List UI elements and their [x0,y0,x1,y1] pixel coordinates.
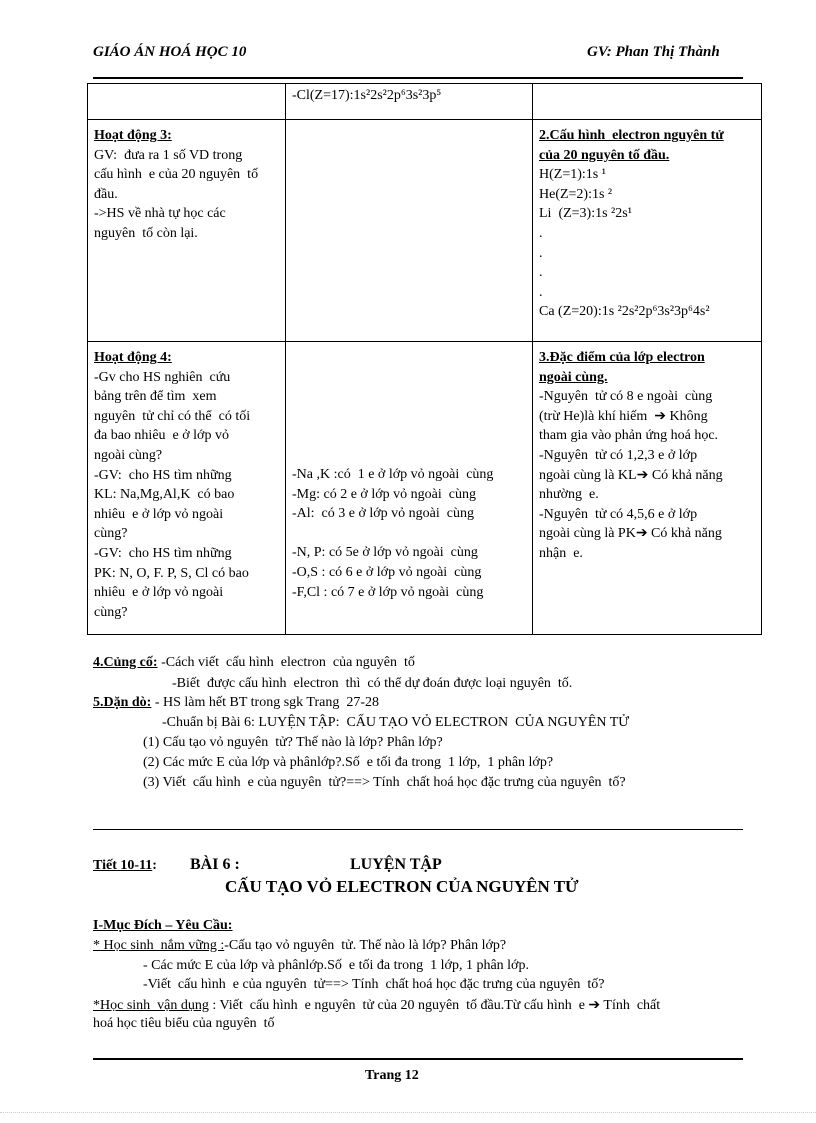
consolidation-text: -Cách viết cấu hình electron của nguyên tố [157,655,415,670]
objective-text: -Cấu tạo vỏ nguyên tử. Thế nào là lớp? Phân lớp? [224,938,507,953]
text-line: -Nguyên tử có 1,2,3 e ở lớp [539,447,698,463]
text-line: cùng? [94,526,128,542]
consolidation-line-2: -Biết được cấu hình electron thì có thể dự đoán được loại nguyên tố. [172,676,573,691]
text-line: GV: đưa ra 1 số VD trong [94,147,243,163]
lesson-subtitle: CẤU TẠO VỎ ELECTRON CỦA NGUYÊN TỬ [225,877,579,896]
question-2: (2) Các mức E của lớp và phânlớp?.Số e tối đa trong 1 lớp, 1 phân lớp? [143,755,554,770]
header-rule [93,77,743,79]
period-label: Tiết 10-11 [93,858,153,873]
lesson-number: BÀI 6 : [190,856,240,873]
text-line: nguyên tố còn lại. [94,225,198,241]
section-2-title: của 20 nguyên tố đầu. [539,147,670,163]
text-line: . [539,225,543,241]
text-line: ngoài cùng là PK➔ Có khả năng [539,526,722,542]
page-number: Trang 12 [365,1068,419,1083]
table-row [88,342,762,635]
homework-line-1 [93,695,379,711]
text-line: -Nguyên tử có 4,5,6 e ở lớp [539,506,698,522]
objectives-heading: I-Mục Đích – Yêu Cầu: [93,918,233,933]
text-line: -GV: cho HS tìm những [94,467,232,483]
text-line: nhường e. [539,487,599,503]
lesson-period [93,858,157,874]
objective-line-4 [93,997,660,1014]
objective-line-2: - Các mức E của lớp và phânlớp.Số e tối đa trong 1 lớp, 1 phân lớp. [143,958,529,973]
page-edge [0,1112,816,1113]
application-label: *Học sinh vận dụng [93,998,209,1013]
text-line: -GV: cho HS tìm những [94,545,232,561]
question-1: (1) Cấu tạo vỏ nguyên tử? Thế nào là lớp? Phân lớp? [143,735,443,750]
consolidation-label: 4.Củng cố: [93,655,158,670]
cell [88,342,286,635]
text-line: cùng? [94,604,128,620]
text-line: -Al: có 3 e ở lớp vỏ ngoài cùng [292,506,474,522]
text-line: nhận e. [539,545,583,561]
section-3-title: ngoài cùng. [539,369,608,385]
text-line: đa bao nhiêu e ở lớp vỏ [94,428,229,444]
text-line: nguyên tử chỉ có thể có tối [94,408,251,424]
text-line: ngoài cùng? [94,447,163,463]
text-line: cấu hình e của 20 nguyên tố [94,167,259,183]
objective-label: * Học sinh nắm vững : [93,938,225,953]
text-line: Li (Z=3):1s ²2s¹ [539,206,632,222]
text-line: PK: N, O, F. P, S, Cl có bao [94,565,249,581]
text-line: (trừ He)là khí hiếm ➔ Không [539,408,708,424]
objective-line-3: -Viết cấu hình e của nguyên tử==> Tính chất hoá học đặc trưng của nguyên tố? [143,977,605,992]
cell [533,120,762,342]
text-line: Ca (Z=20):1s ²2s²2p⁶3s²3p⁶4s² [539,304,710,320]
text-line: He(Z=2):1s ² [539,186,613,202]
text-line: nhiêu e ở lớp vỏ ngoài [94,585,224,601]
text-line: . [539,245,543,261]
homework-line-2: -Chuẩn bị Bài 6: LUYỆN TẬP: CẤU TẠO VỎ ELECTRON CỦA NGUYÊN TỬ [162,715,630,730]
cell [533,342,762,635]
header-right: GV: Phan Thị Thành [587,44,720,60]
text-line: ->HS về nhà tự học các [94,206,226,222]
table-row [88,120,762,342]
objective-line-1 [93,938,506,954]
text-line: -Nguyên tử có 8 e ngoài cùng [539,389,713,405]
cell [88,84,286,120]
section-divider [93,829,743,830]
cell [88,120,286,342]
text-line: -Gv cho HS nghiên cứu [94,369,231,385]
objective-line-5: hoá học tiêu biểu của nguyên tố [93,1016,275,1031]
cell [533,84,762,120]
section-2-title: 2.Cấu hình electron nguyên tử [539,128,724,143]
text-line: ngoài cùng là KL➔ Có khả năng [539,467,723,483]
text-line: -N, P: có 5e ở lớp vỏ ngoài cùng [292,545,478,561]
footer-rule [93,1058,743,1060]
cell [286,84,533,120]
homework-text: - HS làm hết BT trong sgk Trang 27-28 [151,695,379,710]
text-line: -Na ,K :có 1 e ở lớp vỏ ngoài cùng [292,467,494,482]
question-3: (3) Viết cấu hình e của nguyên tử?==> Tính chất hoá học đặc trưng của nguyên tố? [143,775,626,790]
period-colon: : [152,858,157,873]
text-line: -Mg: có 2 e ở lớp vỏ ngoài cùng [292,486,476,502]
text-line: . [539,284,543,300]
cell [286,120,533,342]
cl-config: -Cl(Z=17):1s²2s²2p⁶3s²3p⁵ [292,88,442,103]
text-line: đầu. [94,186,118,202]
text-line: -F,Cl : có 7 e ở lớp vỏ ngoài cùng [292,584,484,600]
text-line: tham gia vào phản ứng hoá học. [539,428,719,444]
activity-3-title: Hoạt động 3: [94,128,172,143]
text-line: nhiêu e ở lớp vỏ ngoài [94,506,224,522]
header-left: GIÁO ÁN HOÁ HỌC 10 [93,44,247,60]
text-line: -O,S : có 6 e ở lớp vỏ ngoài cùng [292,564,482,580]
consolidation-line-1 [93,655,415,671]
application-text: : Viết cấu hình e nguyên tử của 20 nguyên tố đầu.Từ cấu hình e ➔ Tính chất [208,998,661,1013]
text-line: . [539,265,543,281]
lesson-table [87,83,762,635]
activity-4-title: Hoạt động 4: [94,350,172,365]
text-line [292,524,526,544]
text-line: KL: Na,Mg,Al,K có bao [94,487,235,503]
table-row [88,84,762,120]
text-line: H(Z=1):1s ¹ [539,167,606,183]
lesson-title: LUYỆN TẬP [350,856,442,873]
section-3-title: 3.Đặc điểm của lớp electron [539,350,705,365]
text-line: bảng trên để tìm xem [94,389,217,405]
homework-label: 5.Dặn dò: [93,695,152,710]
cell [286,342,533,635]
